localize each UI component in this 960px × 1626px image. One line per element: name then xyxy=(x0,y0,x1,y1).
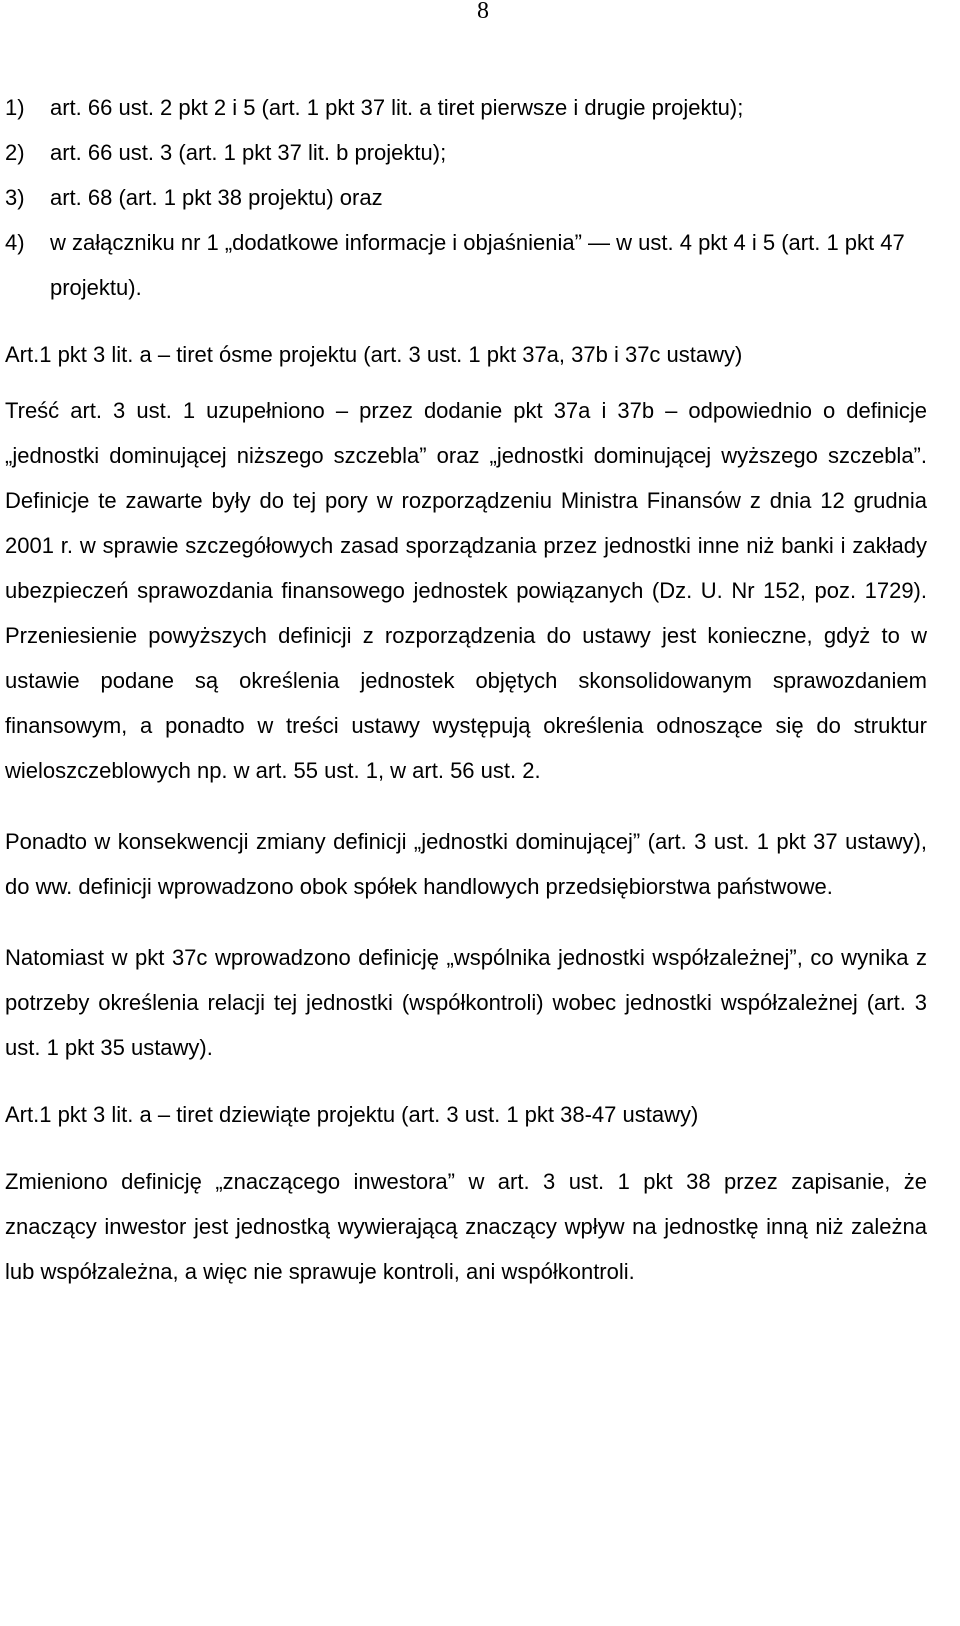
page-number: 8 xyxy=(477,0,489,24)
paragraph-consequences: Ponadto w konsekwencji zmiany definicji „jednostki dominującej” (art. 3 ust. 1 pkt 37 ustawy), do ww. definicji wprowadzono obok spółek handlowych przedsiębiorstwa państwowe. xyxy=(5,829,927,899)
list-item-number: 4) xyxy=(5,230,25,255)
list-item-text: w załączniku nr 1 „dodatkowe informacje i objaśnienia” — w ust. 4 pkt 4 i 5 (art. 1 pkt 47 projektu). xyxy=(50,230,905,300)
list-item-number: 2) xyxy=(5,140,25,165)
list-item xyxy=(5,130,927,175)
list-item-number: 1) xyxy=(5,95,25,120)
list-item-text: art. 66 ust. 3 (art. 1 pkt 37 lit. b projektu); xyxy=(50,140,447,165)
list-item xyxy=(5,175,927,220)
list-item-text: art. 68 (art. 1 pkt 38 projektu) oraz xyxy=(50,185,383,210)
document-body xyxy=(5,85,927,1294)
list-item xyxy=(5,220,927,310)
section-heading: Art.1 pkt 3 lit. a – tiret ósme projektu (art. 3 ust. 1 pkt 37a, 37b i 37c ustawy) xyxy=(5,342,743,367)
paragraph-partner-definition: Natomiast w pkt 37c wprowadzono definicję „wspólnika jednostki współzależnej”, co wynika z potrzeby określenia relacji tej jednostki (współkontroli) wobec jednostki współzależnej (art. 3 ust. 1 pkt 35 ustawy). xyxy=(5,945,927,1060)
list-item-text: art. 66 ust. 2 pkt 2 i 5 (art. 1 pkt 37 lit. a tiret pierwsze i drugie projektu); xyxy=(50,95,744,120)
paragraph-definitions: Treść art. 3 ust. 1 uzupełniono – przez dodanie pkt 37a i 37b – odpowiednio o definicje „jednostki dominującej niższego szczebla” oraz „jednostki dominującej wyższego szczebla”. Definicje te zawarte były do tej pory w rozporządzeniu Ministra Finansów z dnia 12 grudnia 2001 r. w sprawie szczegółowych zasad sporządzania przez jednostki inne niż banki i zakłady ubezpieczeń sprawozdania finansowego jednostek powiązanych (Dz. U. Nr 152, poz. 1729). Przeniesienie powyższych definicji z rozporządzenia do ustawy jest konieczne, gdyż to w ustawie podane są określenia jednostek objętych skonsolidowanym sprawozdaniem finansowym, a ponadto w treści ustawy występują określenia odnoszące się do struktur wieloszczeblowych np. w art. 55 ust. 1, w art. 56 ust. 2. xyxy=(5,398,927,783)
list-item-number: 3) xyxy=(5,185,25,210)
list-item xyxy=(5,85,927,130)
paragraph-significant-investor: Zmieniono definicję „znaczącego inwestora” w art. 3 ust. 1 pkt 38 przez zapisanie, że znaczący inwestor jest jednostką wywierającą znaczący wpływ na jednostkę inną niż zależna lub współzależna, a więc nie sprawuje kontroli, ani współkontroli. xyxy=(5,1169,927,1284)
section-heading: Art.1 pkt 3 lit. a – tiret dziewiąte projektu (art. 3 ust. 1 pkt 38-47 ustawy) xyxy=(5,1102,699,1127)
